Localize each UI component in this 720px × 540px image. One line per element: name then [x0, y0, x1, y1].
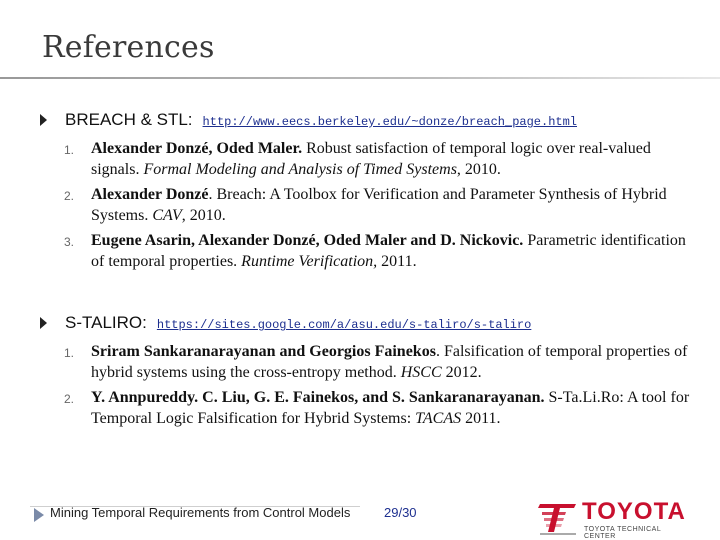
- reference-year: , 2010.: [456, 161, 501, 178]
- logo-wordmark: TOYOTA: [582, 498, 686, 525]
- section-staliro: [40, 313, 700, 429]
- reference-title: . Falsification of temporal properties of hybrid systems using the cross-entropy method.: [91, 343, 688, 381]
- section-link[interactable]: http://www.eecs.berkeley.edu/~donze/breach_page.html: [202, 115, 578, 129]
- reference-title: Parametric identification of temporal properties.: [91, 232, 686, 270]
- reference-venue: Formal Modeling and Analysis of Timed Systems: [143, 161, 457, 178]
- reference-title: S-Ta.Li.Ro: A tool for Temporal Logic Falsification for Hybrid Systems:: [91, 389, 690, 427]
- section-header: [40, 313, 700, 333]
- section-name: BREACH & STL:: [65, 110, 193, 129]
- logo-subtitle: TOYOTA TECHNICAL CENTER: [584, 526, 661, 540]
- reference-number: 2.: [64, 392, 75, 406]
- reference-venue: HSCC: [400, 364, 442, 381]
- footer-arrow-icon: [34, 508, 44, 522]
- reference-venue: Runtime Verification,: [241, 253, 378, 270]
- toyota-logo: [536, 498, 692, 538]
- reference-title: Robust satisfaction of temporal logic over real-valued signals.: [91, 140, 651, 178]
- section-header: [40, 110, 700, 130]
- footer-title: Mining Temporal Requirements from Control Models: [50, 505, 351, 520]
- reference-venue: CAV: [152, 207, 182, 224]
- reference-authors: Alexander Donzé, Oded Maler.: [91, 140, 303, 157]
- reference-item: [40, 387, 700, 429]
- reference-item: [40, 230, 700, 272]
- title-divider: [0, 77, 720, 79]
- reference-item: [40, 341, 700, 383]
- reference-authors: Alexander Donzé: [91, 186, 209, 203]
- slide-title: References: [42, 30, 215, 65]
- reference-list: [40, 138, 700, 272]
- bullet-triangle-icon: [40, 317, 47, 329]
- reference-authors: Y. Annpureddy. C. Liu, G. E. Fainekos, and S. Sankaranarayanan.: [91, 389, 545, 406]
- bullet-triangle-icon: [40, 114, 47, 126]
- reference-title: . Breach: A Toolbox for Verification and Parameter Synthesis of Hybrid Systems.: [91, 186, 667, 224]
- reference-number: 1.: [64, 143, 75, 157]
- reference-venue: TACAS: [415, 410, 462, 427]
- section-name: S-TALIRO:: [65, 313, 147, 332]
- reference-year: 2011.: [377, 253, 417, 270]
- reference-item: [40, 184, 700, 226]
- section-link[interactable]: https://sites.google.com/a/asu.edu/s-taliro/s-taliro: [156, 318, 532, 332]
- reference-list: [40, 341, 700, 429]
- toyota-emblem-icon: [536, 498, 580, 538]
- section-breach: [40, 110, 700, 272]
- reference-authors: Sriram Sankaranarayanan and Georgios Fainekos: [91, 343, 436, 360]
- reference-authors: Eugene Asarin, Alexander Donzé, Oded Maler and D. Nickovic.: [91, 232, 524, 249]
- reference-year: 2012.: [441, 364, 482, 381]
- reference-item: [40, 138, 700, 180]
- reference-year: 2011.: [461, 410, 501, 427]
- reference-number: 1.: [64, 346, 75, 360]
- page-number: 29/30: [384, 505, 417, 520]
- reference-number: 2.: [64, 189, 75, 203]
- reference-year: , 2010.: [181, 207, 226, 224]
- reference-number: 3.: [64, 235, 75, 249]
